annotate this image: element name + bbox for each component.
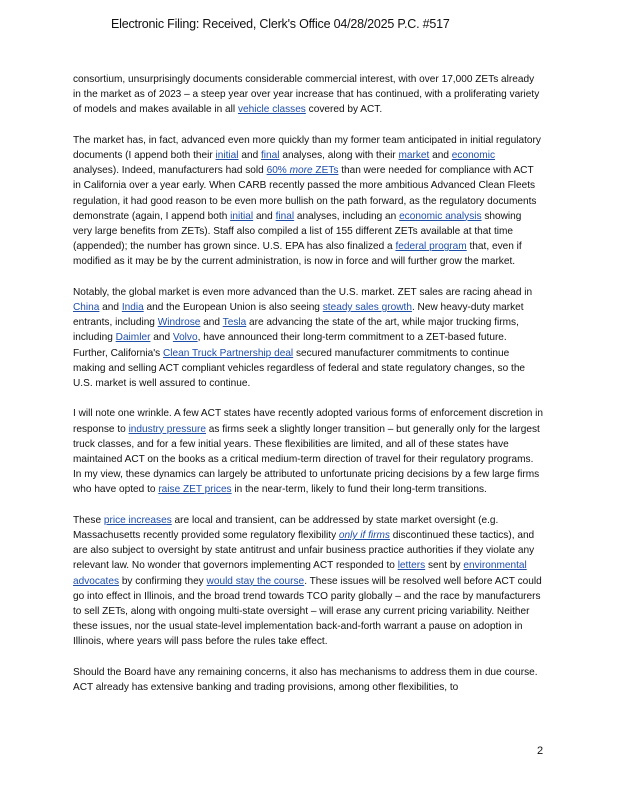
hyperlink-china[interactable]: China — [73, 302, 100, 314]
hyperlink-initial[interactable]: initial — [215, 150, 239, 161]
paragraph-text: and the European Union is also seeing — [143, 302, 323, 314]
paragraph-text: sent by — [425, 560, 464, 572]
hyperlink-windrose[interactable]: Windrose — [157, 317, 201, 329]
paragraph-text: are advancing the state of the art, while major trucking firms, including — [73, 317, 519, 344]
hyperlink-initial[interactable]: initial — [230, 210, 254, 222]
paragraph-text: and — [253, 210, 276, 222]
paragraph-text: in the near-term, likely to fund their long-term transitions. — [231, 484, 487, 496]
body-paragraph — [73, 665, 543, 695]
hyperlink-final[interactable]: final — [261, 150, 280, 161]
body-paragraph — [73, 72, 543, 118]
paragraph-text: discontinued these tactics), and are also subject to oversight by state antitrust and unfair business practice authorities if they violate any relevant law. No wonder that governors implementing ACT responded to — [73, 530, 535, 572]
paragraph-text: as firms seek a slightly longer transition – but generally only for the largest truck classes, and for a few initial years. These flexibilities are limited, and all of these states have maintained ACT on the books as a critical medium-term direction of travel for their regulatory programs. In my view, these dynamics can largely be attributed to unfortunate pricing decisions by a few large firms who have opted to — [73, 423, 540, 496]
paragraph-text: . These issues will be resolved well before ACT could go into effect in Illinois, and the broad trend towards TCO parity globally – and the race by manufacturers to sell ZETs, along with ongoing multi-state oversight – will erase any current pricing variability. Neither these issues, nor the usual state-level implementation back-and-forth warrant a pause on adoption in Illinois, where years will pass before the rules take effect. — [73, 575, 542, 648]
hyperlink-environmental-advocates[interactable]: environmental advocates — [73, 560, 527, 587]
hyperlink-volvo[interactable]: Volvo — [172, 332, 198, 344]
hyperlink-industry-pressure[interactable]: industry pressure — [128, 423, 206, 435]
hyperlink-economic[interactable]: economic — [451, 150, 495, 161]
paragraph-text: are local and transient, can be addressed by state market oversight (e.g. Massachusetts recently provided some regulatory flexibility — [73, 514, 499, 542]
body-paragraph — [73, 285, 543, 391]
hyperlink-market[interactable]: market — [398, 150, 430, 161]
paragraph-text: analyses). Indeed, manufacturers had sold — [73, 165, 267, 177]
document-body — [73, 72, 543, 710]
paragraph-text: showing very large benefits from ZETs). Staff also compiled a list of 155 different ZETs available at that time (appended); the number has grown since. U.S. EPA has also finalized a — [73, 210, 522, 253]
filing-stamp-header: Electronic Filing: Received, Clerk's Office 04/28/2025 P.C. #517 — [111, 17, 450, 31]
hyperlink-tesla[interactable]: Tesla — [222, 317, 247, 329]
hyperlink-steady-sales-growth[interactable]: steady sales growth — [322, 302, 412, 314]
paragraph-text: Notably, the global market is even more advanced than the U.S. market. ZET sales are racing ahead in — [73, 286, 533, 298]
paragraph-text: Should the Board have any remaining concerns, it also has mechanisms to address them in due course. ACT already has extensive banking and trading provisions, among other flexibilities, to — [73, 666, 538, 694]
paragraph-text: . New heavy-duty market entrants, including — [73, 302, 524, 329]
hyperlink-economic-analysis[interactable]: economic analysis — [399, 210, 482, 222]
paragraph-text: analyses, including an — [294, 210, 400, 222]
hyperlink-raise-zet-prices[interactable]: raise ZET prices — [158, 484, 232, 496]
hyperlink-only-if-firms[interactable]: only if firms — [338, 530, 390, 542]
hyperlink-60-more-zets[interactable]: 60% more ZETs — [266, 165, 339, 177]
hyperlink-daimler[interactable]: Daimler — [115, 332, 151, 344]
paragraph-text: analyses, along with their — [279, 150, 399, 161]
paragraph-text: that, even if modified as it may be by the current administration, is now in force and will further grow the market. — [73, 241, 522, 268]
paragraph-text: I will note one wrinkle. A few ACT states have recently adopted various forms of enforcement discretion in response to — [73, 408, 543, 435]
hyperlink-india[interactable]: India — [121, 302, 144, 314]
paragraph-text: and — [238, 150, 261, 161]
body-paragraph — [73, 133, 543, 270]
paragraph-text: and — [99, 302, 122, 314]
body-paragraph — [73, 513, 543, 650]
paragraph-text: and — [200, 317, 223, 329]
paragraph-text: These — [73, 514, 104, 526]
paragraph-text: and — [150, 332, 173, 344]
hyperlink-price-increases[interactable]: price increases — [103, 514, 172, 526]
paragraph-text: , have announced their long-term commitment to a ZET-based future. Further, California's — [73, 332, 507, 359]
page-number: 2 — [537, 745, 544, 757]
paragraph-text: and — [429, 150, 452, 161]
hyperlink-would-stay-the-course[interactable]: would stay the course — [206, 575, 305, 587]
hyperlink-federal-program[interactable]: federal program — [395, 241, 467, 253]
paragraph-text: by confirming they — [119, 575, 207, 587]
hyperlink-letters[interactable]: letters — [397, 560, 426, 572]
body-paragraph — [73, 406, 543, 497]
paragraph-text: than were needed for compliance with ACT in California over a year early. When CARB recently passed the more ambitious Advanced Clean Fleets regulation, it had good reason to be even more bullish on the path forward, as the regulatory documents demonstrate (again, I append both — [73, 165, 537, 222]
hyperlink-final[interactable]: final — [275, 210, 295, 222]
paragraph-text: The market has, in fact, advanced even more quickly than my former team anticipated in initial regulatory documents (I append both their — [73, 134, 541, 161]
hyperlink-vehicle-classes[interactable]: vehicle classes — [237, 104, 306, 116]
paragraph-text: covered by ACT. — [305, 104, 383, 116]
hyperlink-clean-truck-partnership-deal[interactable]: Clean Truck Partnership deal — [163, 347, 294, 359]
paragraph-text: secured manufacturer commitments to continue making and selling ACT compliant vehicles regardless of federal and state regulatory changes, so the U.S. market is well assured to continue. — [73, 347, 526, 390]
paragraph-text: consortium, unsurprisingly documents considerable commercial interest, with over 17,000 ZETs already in the market as of 2023 – a steep year over year increase that has continued, with a proliferating variety of models and makes available in all — [73, 74, 540, 116]
